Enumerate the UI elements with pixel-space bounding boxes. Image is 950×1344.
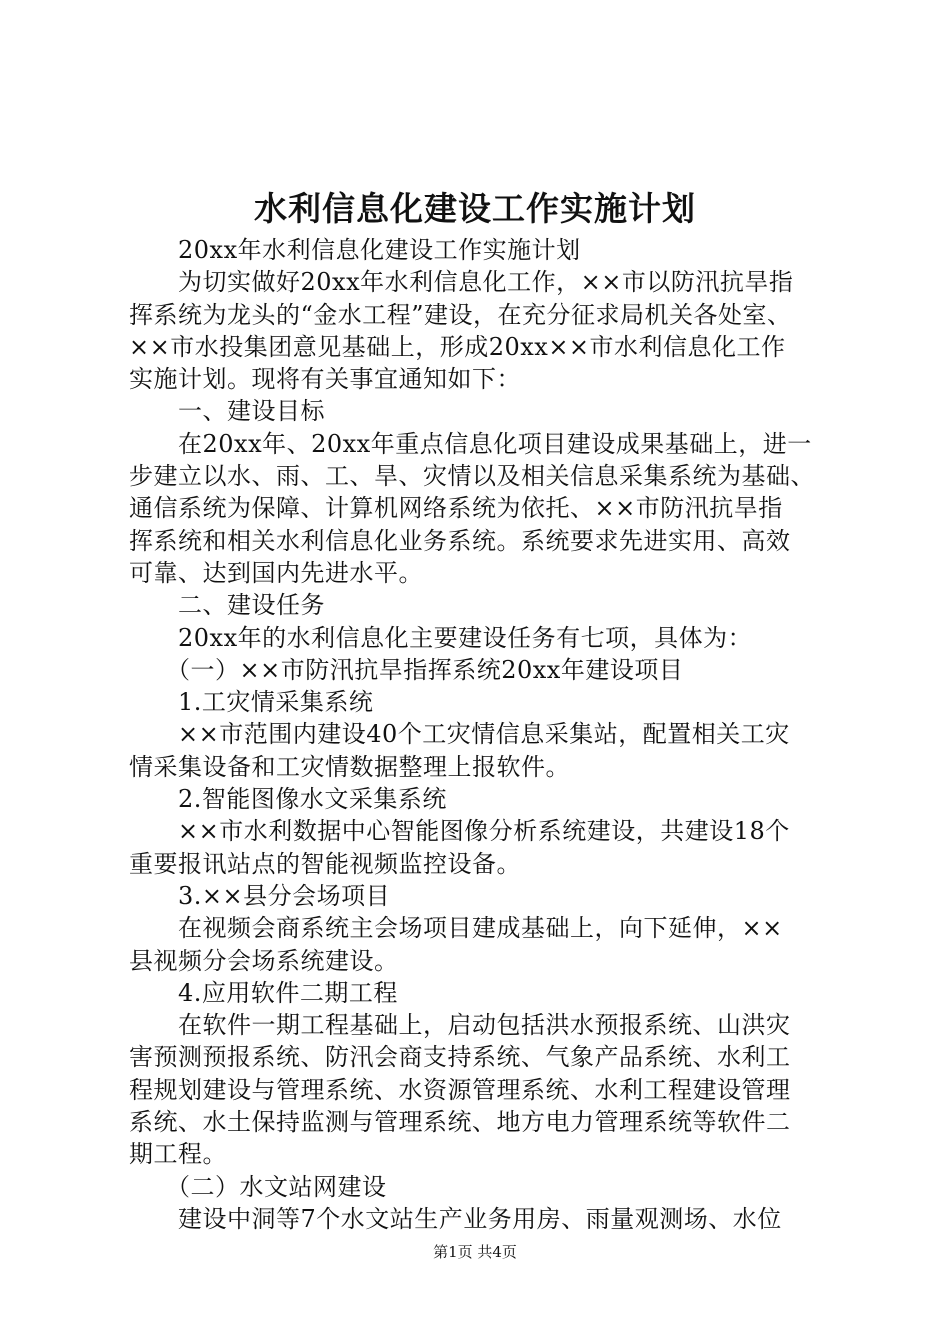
body-line: 挥系统和相关水利信息化业务系统。系统要求先进实用、高效 <box>129 526 791 555</box>
body-line: （二）水文站网建设 <box>129 1172 387 1201</box>
body-line: 20xx年水利信息化建设工作实施计划 <box>129 236 581 264</box>
body-line: 系统、水土保持监测与管理系统、地方电力管理系统等软件二 <box>129 1108 791 1137</box>
body-line: ××市水利数据中心智能图像分析系统建设，共建设18个 <box>129 817 790 846</box>
body-line: 一、建设目标 <box>129 397 325 426</box>
body-line: 挥系统为龙头的“金水工程”建设，在充分征求局机关各处室、 <box>129 300 792 329</box>
body-line: 情采集设备和工灾情数据整理上报软件。 <box>129 752 570 781</box>
body-line: 期工程。 <box>129 1140 227 1169</box>
body-line: （一）××市防汛抗旱指挥系统20xx年建设项目 <box>129 655 684 684</box>
body-line: 2.智能图像水文采集系统 <box>129 785 447 814</box>
body-line: 3.××县分会场项目 <box>129 881 391 910</box>
page-footer: 第1页 共4页 <box>433 1243 517 1261</box>
body-line: 在软件一期工程基础上，启动包括洪水预报系统、山洪灾 <box>129 1011 791 1040</box>
document-body <box>129 234 834 1235</box>
body-line: 4.应用软件二期工程 <box>129 978 398 1007</box>
body-line: 20xx年的水利信息化主要建设任务有七项，具体为： <box>129 623 753 652</box>
body-line: 二、建设任务 <box>129 591 325 620</box>
body-line: 害预测预报系统、防汛会商支持系统、气象产品系统、水利工 <box>129 1043 791 1072</box>
body-line: 为切实做好20xx年水利信息化工作，××市以防汛抗旱指 <box>129 268 794 297</box>
document-title: 水利信息化建设工作实施计划 <box>254 189 696 228</box>
body-line: ××市范围内建设40个工灾情信息采集站，配置相关工灾 <box>129 720 790 749</box>
body-line: 可靠、达到国内先进水平。 <box>129 558 423 587</box>
body-line: 1.工灾情采集系统 <box>129 688 374 717</box>
body-line: 县视频分会场系统建设。 <box>129 946 399 975</box>
body-line: 实施计划。现将有关事宜通知如下： <box>129 365 521 394</box>
body-line: 在20xx年、20xx年重点信息化项目建设成果基础上，进一 <box>129 429 812 458</box>
body-line: 在视频会商系统主会场项目建成基础上，向下延伸，×× <box>129 914 783 943</box>
body-line: ××市水投集团意见基础上，形成20xx××市水利信息化工作 <box>129 332 786 361</box>
body-line: 建设中洞等7个水文站生产业务用房、雨量观测场、水位 <box>129 1204 782 1233</box>
body-line: 重要报讯站点的智能视频监控设备。 <box>129 849 521 878</box>
body-line: 通信系统为保障、计算机网络系统为依托、××市防汛抗旱指 <box>129 494 783 523</box>
body-line: 程规划建设与管理系统、水资源管理系统、水利工程建设管理 <box>129 1075 791 1104</box>
body-line: 步建立以水、雨、工、旱、灾情以及相关信息采集系统为基础、 <box>129 462 815 491</box>
